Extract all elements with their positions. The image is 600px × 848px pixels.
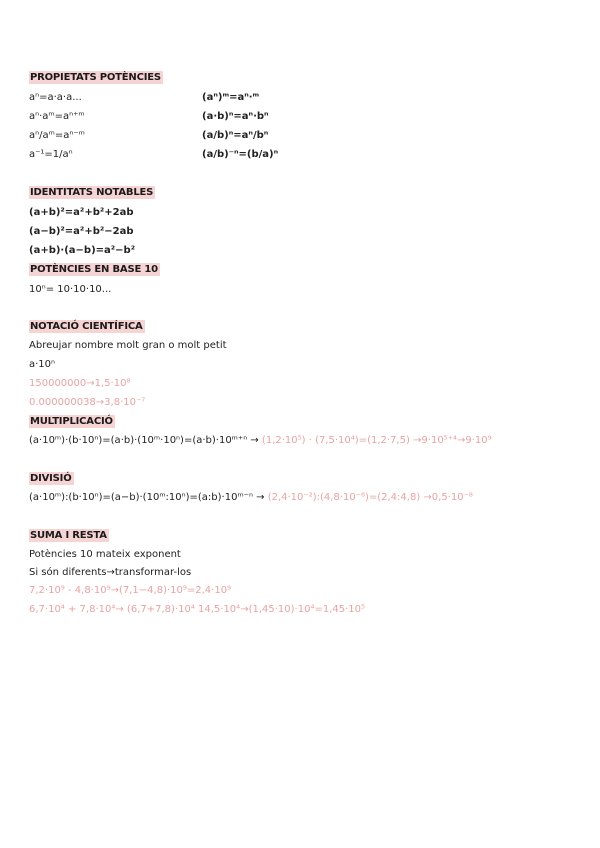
addition-example [29, 603, 365, 616]
powers-rule-right: (a/b)⁻ⁿ=(b/a)ⁿ [202, 149, 279, 160]
multiplication-line [29, 434, 492, 447]
division-formula: (a·10ᵐ):(b·10ⁿ)=(a−b)·(10ᵐ:10ⁿ)=(a:b)·10ᵐ⁻ⁿ → [29, 492, 265, 503]
powers-rule-left: aⁿ·aᵐ=aⁿ⁺ᵐ [29, 111, 85, 122]
scientific-example: 0.000000038→3,8·10⁻⁷ [29, 397, 146, 408]
multiplication-formula: (a·10ᵐ)·(b·10ⁿ)=(a·b)·(10ᵐ·10ⁿ)=(a·b)·10ᵐ⁺ⁿ → [29, 435, 259, 446]
division-example: (2,4·10⁻²):(4,8·10⁻⁶)=(2,4:4,8) →0,5·10⁻⁸ [267, 492, 473, 503]
division-heading: DIVISIÓ [30, 473, 72, 484]
addition-example-result: →(1,45·10)·10⁴=1,45·10⁵ [240, 604, 366, 615]
addition-example-part: 6,7·10⁴ + 7,8·10⁴→ (6,7+7,8)·10⁴ 14,5·10⁴ [29, 604, 241, 615]
base10-heading: POTÈNCIES EN BASE 10 [30, 264, 158, 275]
addition-heading: SUMA I RESTA [30, 530, 107, 541]
identity-line: (a+b)·(a−b)=a²−b² [29, 245, 136, 256]
addition-rule: Potències 10 mateix exponent [29, 549, 181, 560]
multiplication-heading: MULTIPLICACIÓ [30, 416, 113, 427]
multiplication-example: (1,2·10⁵) · (7,5·10⁴)=(1,2·7,5) →9·10⁵⁺⁴→9·10⁹ [261, 435, 492, 446]
scientific-example: 150000000→1,5·10⁸ [29, 378, 131, 389]
powers-rule-right: (aⁿ)ᵐ=aⁿ·ᵐ [202, 92, 260, 103]
base10-line: 10ⁿ= 10·10·10... [29, 284, 112, 295]
powers-rule-left: a⁻¹=1/aⁿ [29, 149, 73, 160]
division-line [29, 491, 473, 504]
powers-row [29, 148, 279, 161]
powers-row [29, 129, 269, 142]
scientific-heading: NOTACIÓ CIENTÍFICA [30, 321, 143, 332]
page [29, 0, 600, 848]
powers-rule-right: (a/b)ⁿ=aⁿ/bⁿ [202, 130, 269, 141]
powers-heading: PROPIETATS POTÈNCIES [30, 72, 161, 83]
powers-rule-right: (a·b)ⁿ=aⁿ·bⁿ [202, 111, 269, 122]
powers-row [29, 110, 269, 123]
scientific-description: Abreujar nombre molt gran o molt petit [29, 340, 227, 351]
powers-rule-left: aⁿ=a·a·a... [29, 92, 82, 103]
addition-rule: Si són diferents→transformar-los [29, 567, 192, 578]
addition-example: 7,2·10⁹ - 4,8·10⁹→(7,1−4,8)·10⁹=2,4·10⁹ [29, 585, 232, 596]
identity-line: (a−b)²=a²+b²−2ab [29, 226, 134, 237]
identities-heading: IDENTITATS NOTABLES [30, 187, 154, 198]
powers-row [29, 91, 260, 104]
scientific-form: a·10ⁿ [29, 359, 56, 370]
identity-line: (a+b)²=a²+b²+2ab [29, 207, 134, 218]
powers-rule-left: aⁿ/aᵐ=aⁿ⁻ᵐ [29, 130, 85, 141]
